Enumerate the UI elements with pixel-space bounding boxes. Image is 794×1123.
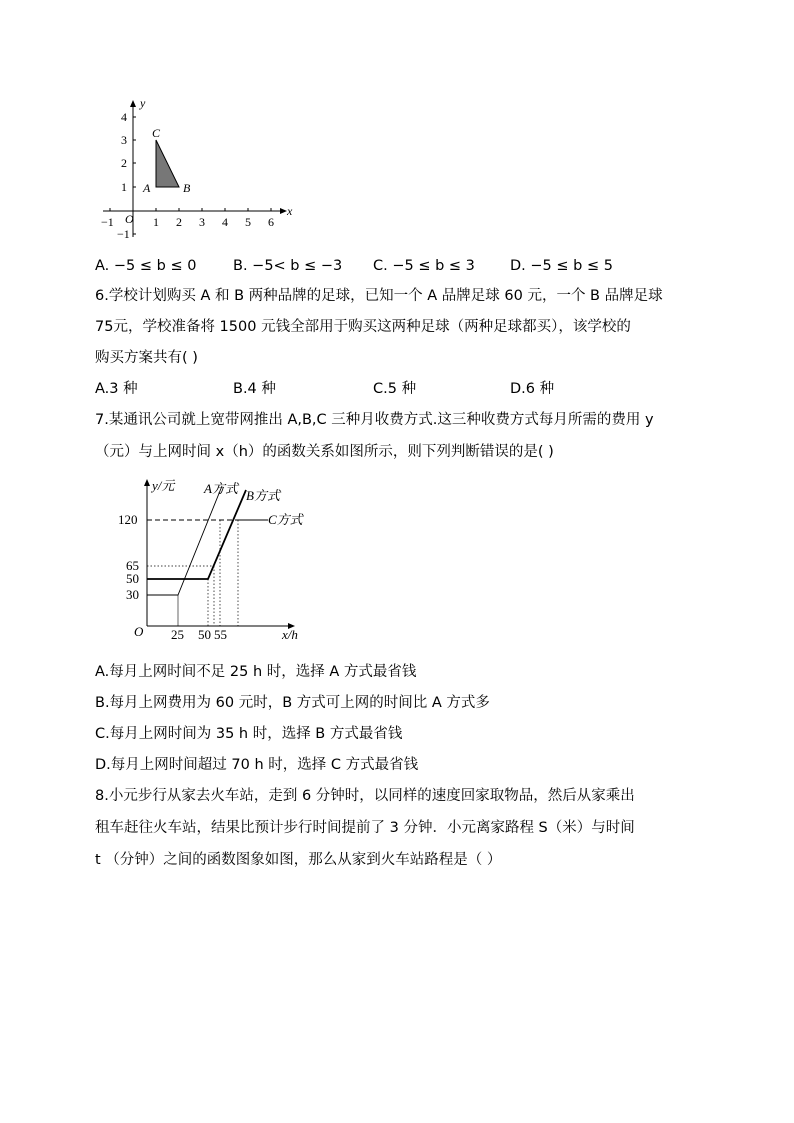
y-tick-label: 4 [121, 110, 127, 124]
q6-line-3: 购买方案共有( ) [95, 350, 198, 366]
point-label-a: A [143, 181, 151, 195]
point-label-c: C [152, 126, 161, 140]
x-tick-label: −1 [101, 215, 114, 229]
q6-line-1: 6.学校计划购买 A 和 B 两种品牌的足球，已知一个 A 品牌足球 60 元，一个 B 品牌足球 [95, 288, 663, 304]
q5-option-c: C. −5 ≤ b ≤ 3 [373, 258, 475, 274]
y-axis-label: y/元 [152, 478, 175, 493]
x-tick-label: 2 [176, 215, 182, 229]
y-tick-65: 65 [126, 558, 139, 573]
q8-line-1: 8.小元步行从家去火车站，走到 6 分钟时，以同样的速度回家取物品，然后从家乘出 [95, 788, 635, 804]
y-axis-arrow [144, 479, 150, 486]
x-tick-55: 55 [214, 627, 227, 642]
x-axis-arrow [280, 208, 287, 214]
y-tick-label: −1 [117, 227, 130, 241]
fee-chart-svg [110, 476, 320, 646]
y-tick-label: 3 [121, 133, 127, 147]
b-series-label: B方式 [246, 488, 280, 503]
q6-line-2: 75元，学校准备将 1500 元钱全部用于购买这两种足球（两种足球都买），该学校的 [95, 319, 631, 335]
point-label-b: B [183, 181, 191, 195]
origin-label: O [125, 212, 134, 226]
y-tick-label: 2 [121, 156, 127, 170]
x-tick-label: 4 [222, 215, 228, 229]
figure-fee-chart [110, 476, 320, 646]
c-series-label: C方式 [268, 512, 303, 527]
q7-option-b: B.每月上网费用为 60 元时，B 方式可上网的时间比 A 方式多 [95, 695, 490, 711]
q5-option-a: A. −5 ≤ b ≤ 0 [95, 258, 197, 274]
q7-line-1: 7.某通讯公司就上宽带网推出 A,B,C 三种月收费方式.这三种收费方式每月所需的费用 y [95, 412, 654, 428]
y-tick-30: 30 [126, 587, 139, 602]
x-axis-label: x [287, 204, 293, 218]
q6-option-b: B.4 种 [233, 381, 276, 397]
x-tick-50: 50 [198, 627, 211, 642]
coordinate-plane [95, 95, 305, 245]
y-tick-label: 1 [121, 180, 127, 194]
q5-option-d: D. −5 ≤ b ≤ 5 [510, 258, 613, 274]
q6-option-c: C.5 种 [373, 381, 417, 397]
q5-option-b: B. −5< b ≤ −3 [233, 258, 343, 274]
x-tick-label: 1 [153, 215, 159, 229]
x-axis-label: x/h [282, 627, 298, 642]
q8-line-2: 租车赶往火车站，结果比预计步行时间提前了 3 分钟．小元离家路程 S（米）与时间 [95, 820, 635, 836]
x-tick-label: 6 [268, 215, 274, 229]
x-tick-label: 5 [245, 215, 251, 229]
y-axis-arrow [130, 100, 136, 107]
q6-option-d: D.6 种 [510, 381, 555, 397]
x-tick-label: 3 [199, 215, 205, 229]
a-series-label: A方式 [204, 481, 238, 496]
q7-line-2: （元）与上网时间 x（h）的函数关系如图所示，则下列判断错误的是( ) [95, 444, 554, 460]
q7-option-a: A.每月上网时间不足 25 h 时，选择 A 方式最省钱 [95, 664, 417, 680]
q7-option-c: C.每月上网时间为 35 h 时，选择 B 方式最省钱 [95, 726, 403, 742]
y-tick-120: 120 [118, 512, 138, 527]
y-axis-label: y [140, 96, 146, 110]
q6-option-a: A.3 种 [95, 381, 138, 397]
figure-triangle-abc [95, 95, 305, 245]
q8-line-3: t （分钟）之间的函数图象如图，那么从家到火车站路程是（ ） [95, 852, 502, 868]
origin-label: O [134, 624, 144, 639]
q7-option-d: D.每月上网时间超过 70 h 时，选择 C 方式最省钱 [95, 757, 419, 773]
triangle-abc [156, 140, 179, 187]
x-tick-25: 25 [171, 627, 184, 642]
y-tick-50: 50 [126, 571, 139, 586]
